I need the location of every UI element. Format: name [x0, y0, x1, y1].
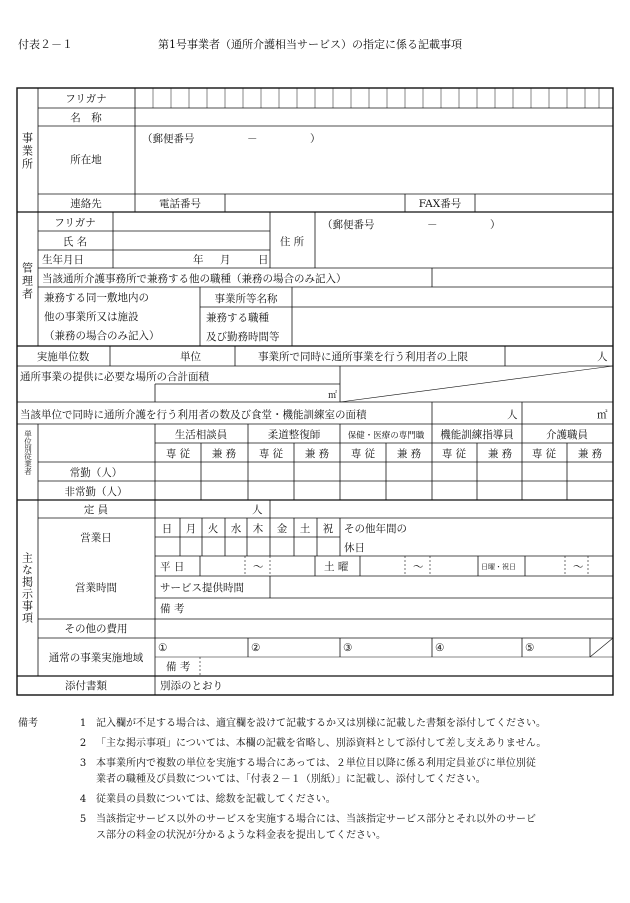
area-num-1: ① — [158, 642, 168, 654]
day-holiday: 祝 — [322, 523, 334, 535]
manager-section-label: 管理者 — [20, 262, 34, 301]
manager-duty-line2: 及び勤務時間等 — [206, 331, 280, 343]
grid-lines — [17, 88, 613, 695]
area-num-4: ④ — [435, 642, 445, 654]
note-text: 本事業所内で複数の単位を実施する場合にあっては、２単位目以降に係る利用定員並びに単位別従 — [96, 758, 536, 769]
unit-count-label: 実施単位数 — [36, 351, 90, 363]
manager-facility-name-label: 事業所等名称 — [214, 293, 278, 305]
area-num-5: ⑤ — [525, 642, 535, 654]
manager-concurrent-label: 当該通所介護事務所で兼務する他の職種（兼務の場合のみ記入） — [42, 273, 347, 285]
day-thu: 木 — [252, 523, 264, 535]
office-postal-label: （郵便番号 － ） — [142, 133, 321, 145]
unit-users-label: 当該単位で同時に通所介護を行う利用者の数及び食堂・機能訓練室の面積 — [20, 409, 367, 421]
note-text: 業者の職種及び員数については、「付表２－１（別紙）」に記載し、添付してください。 — [96, 774, 486, 785]
staff-section-label: 単位別従業者 — [23, 430, 33, 475]
manager-facility-line1: 兼務する同一敷地内の — [44, 292, 149, 304]
manager-year-label: 年 — [193, 254, 204, 266]
note-number: 2 — [79, 738, 87, 749]
unit-label: 単位 — [180, 351, 201, 363]
full-header-2: 専 従 — [258, 448, 284, 460]
notes-label: 備考 — [18, 718, 38, 729]
day-sat: 土 — [299, 523, 311, 535]
parttime-row-label: 非常勤（人） — [64, 486, 128, 498]
job-header-4: 機能訓練指導員 — [440, 429, 514, 441]
job-header-2: 柔道整復師 — [267, 429, 321, 441]
job-header-5: 介護職員 — [546, 429, 588, 441]
office-fax-label: FAX番号 — [418, 198, 462, 210]
part-header-5: 兼 務 — [577, 448, 603, 460]
user-limit-label: 事業所で同時に通所事業を行う利用者の上限 — [258, 351, 468, 363]
other-days-line2: 休日 — [344, 542, 365, 554]
part-header-2: 兼 務 — [304, 448, 330, 460]
saturday-tilde: ～ — [413, 561, 424, 573]
manager-facility-line3: （兼務の場合のみ記入） — [44, 330, 160, 342]
required-area-unit: ㎡ — [328, 391, 338, 401]
fulltime-row-label: 常勤（人） — [69, 467, 123, 479]
manager-furigana-label: フリガナ — [54, 217, 96, 229]
holiday-tilde: ～ — [573, 561, 584, 573]
area-num-2: ② — [251, 642, 261, 654]
capacity-label: 定 員 — [83, 504, 109, 516]
day-sun: 日 — [161, 523, 173, 535]
note-text: ス部分の料金の状況が分かるような料金表を提出してください。 — [96, 830, 386, 841]
office-phone-label: 電話番号 — [159, 198, 201, 210]
other-days-line1: その他年間の — [344, 523, 407, 535]
note-text: 当該指定サービス以外のサービスを実施する場合には、当該指定サービス部分とそれ以外のサービ — [96, 814, 536, 825]
office-contact-label: 連絡先 — [70, 198, 102, 210]
weekday-label: 平 日 — [160, 561, 185, 573]
full-header-1: 専 従 — [165, 448, 191, 460]
part-header-1: 兼 務 — [211, 448, 237, 460]
form-ref: 付表２－１ — [18, 38, 73, 51]
note-text: 「主な掲示事項」については、本欄の記載を省略し、別添資料として添付して差し支えありません。 — [96, 738, 547, 749]
capacity-unit: 人 — [252, 504, 263, 516]
note-number: 3 — [79, 758, 87, 769]
day-tue: 火 — [207, 523, 219, 535]
job-header-3: 保健・医療の専門職 — [347, 431, 425, 441]
service-hours-label: サービス提供時間 — [160, 582, 244, 594]
manager-day-label: 日 — [258, 254, 269, 266]
main-section-label: 主な掲示事項 — [20, 552, 34, 624]
office-section-label: 事業所 — [20, 132, 34, 171]
full-header-5: 専 従 — [531, 448, 557, 460]
business-days-label: 営業日 — [80, 532, 112, 544]
note-number: 5 — [79, 814, 87, 825]
day-wed: 水 — [230, 523, 242, 535]
area-num-3: ③ — [343, 642, 353, 654]
user-limit-unit: 人 — [597, 351, 608, 363]
unit-users-sqm: ㎡ — [597, 409, 608, 421]
weekday-tilde: ～ — [253, 561, 264, 573]
manager-month-label: 月 — [220, 254, 231, 266]
manager-duty-line1: 兼務する職種 — [206, 312, 269, 324]
area-remarks-label: 備 考 — [166, 661, 191, 673]
part-header-3: 兼 務 — [396, 448, 422, 460]
part-header-4: 兼 務 — [487, 448, 513, 460]
holiday-label: 日曜・祝日 — [481, 563, 516, 571]
saturday-label: 土 曜 — [324, 561, 349, 573]
day-mon: 月 — [185, 523, 197, 535]
hours-remarks-label: 備 考 — [160, 603, 185, 615]
manager-birth-label: 生年月日 — [42, 254, 84, 266]
attachment-value: 別添のとおり — [160, 680, 223, 692]
service-area-label: 通常の事業実施地域 — [48, 652, 144, 664]
note-text: 従業員の員数については、総数を記載してください。 — [96, 794, 336, 805]
hours-label: 営業時間 — [75, 582, 117, 594]
office-address-label: 所在地 — [70, 154, 102, 166]
full-header-4: 専 従 — [441, 448, 467, 460]
fees-label: その他の費用 — [64, 623, 128, 635]
manager-postal-label: （郵便番号 － ） — [322, 219, 501, 231]
attachment-label: 添付書類 — [65, 680, 107, 692]
manager-name-label: 氏 名 — [62, 236, 88, 248]
job-header-1: 生活相談員 — [174, 429, 228, 441]
full-header-3: 専 従 — [350, 448, 376, 460]
unit-users-person: 人 — [507, 409, 518, 421]
form-title: 第1号事業者（通所介護相当サービス）の指定に係る記載事項 — [158, 38, 462, 51]
note-text: 記入欄が不足する場合は、適宜欄を設けて記載するか又は別様に記載した書類を添付してください。 — [96, 718, 546, 729]
day-fri: 金 — [276, 523, 288, 535]
note-number: 4 — [79, 794, 87, 805]
manager-address-label: 住 所 — [279, 236, 305, 248]
required-area-label: 通所事業の提供に必要な場所の合計面積 — [20, 371, 209, 383]
office-furigana-label: フリガナ — [65, 93, 107, 105]
note-number: 1 — [79, 718, 87, 729]
office-name-label: 名 称 — [70, 112, 102, 124]
manager-facility-line2: 他の事業所又は施設 — [44, 311, 139, 323]
